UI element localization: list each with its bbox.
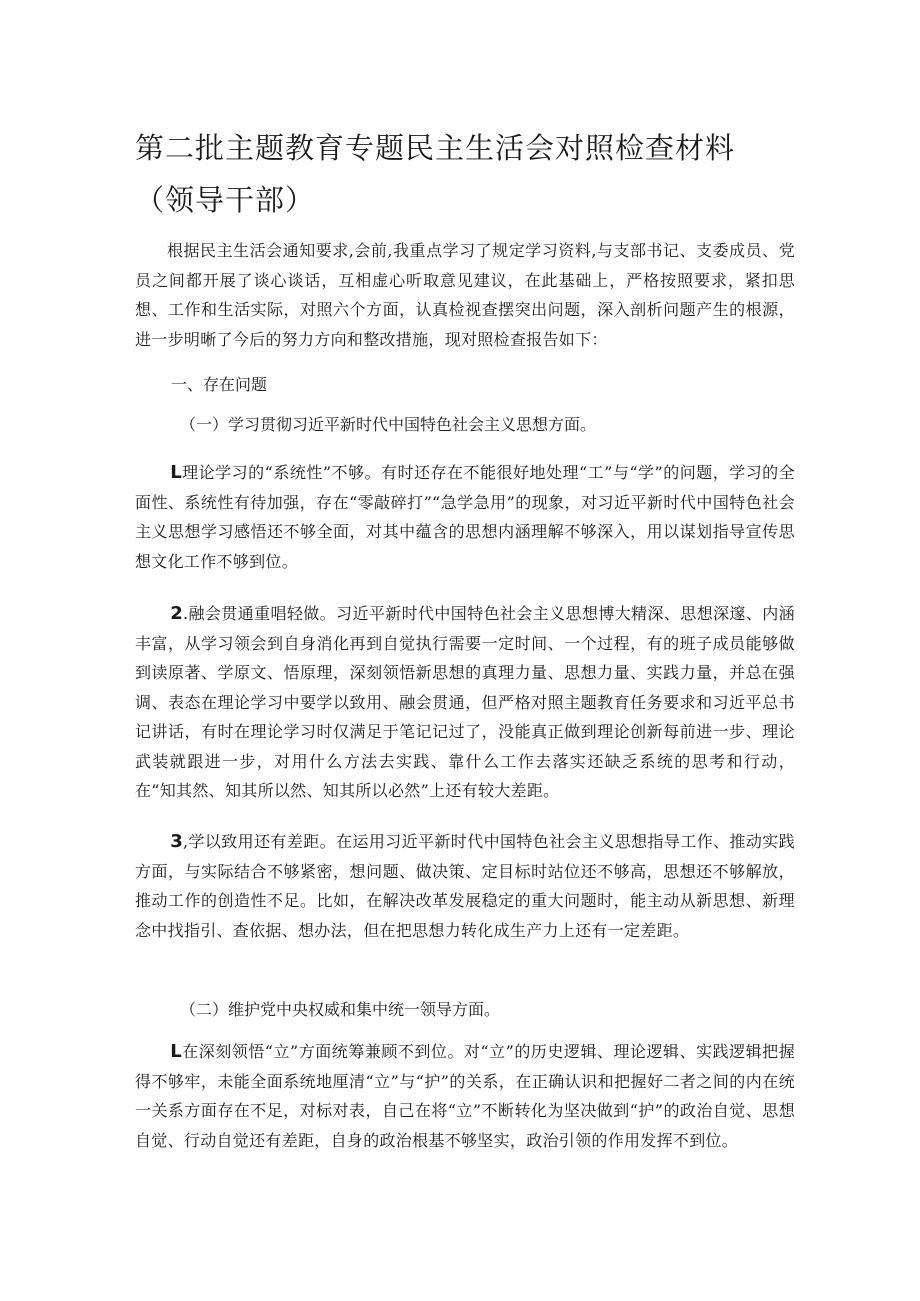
list-item <box>135 599 795 806</box>
list-item <box>135 458 795 576</box>
document-title: 第二批主题教育专题民主生活会对照检查材料（领导干部） <box>135 131 736 217</box>
item-text: 在深刻领悟“立”方面统筹兼顾不到位。对“立”的历史逻辑、理论逻辑、实践逻辑把握得不够牢，未能全面系统地厘清“立”与“护”的关系，在正确认识和把握好二者之间的内在统一关系方面存在不足，对标对表，自己在将“立”不断转化为坚决做到“护”的政治自觉、思想自觉、行动自觉还有差距，自身的政治根基不够坚实，政治引领的作用发挥不到位。 <box>135 1042 795 1150</box>
item-number: L <box>170 1041 182 1062</box>
intro-paragraph: 根据民主生活会通知要求,会前,我重点学习了规定学习资料,与支部书记、支委成员、党员之间都开展了谈心谈话，互相虚心听取意见建议，在此基础上，严格按照要求，紧扣思想、工作和生活实际，对照六个方面，认真检视查摆突出问题，深入剖析问题产生的根源，进一步明晰了今后的努力方向和整改措施，现对照检查报告如下： <box>135 241 795 349</box>
item-number: 2 <box>170 603 184 624</box>
list-item <box>135 1037 795 1155</box>
subsection-heading-study: （一）学习贯彻习近平新时代中国特色社会主义思想方面。 <box>180 415 597 434</box>
item-number: L <box>170 462 182 483</box>
item-text: .融会贯通重唱轻做。习近平新时代中国特色社会主义思想博大精深、思想深邃、内涵丰富，从学习领会到自身消化再到自觉执行需要一定时间、一个过程，有的班子成员能够做到读原著、学原文、悟原理，深刻领悟新思想的真理力量、思想力量、实践力量，并总在强调、表态在理论学习中要学以致用、融会贯通，但严格对照主题教育任务要求和习近平总书记讲话，有时在理论学习时仅满足于笔记记过了，没能真正做到理论创新每前进一步、理论武装就跟进一步，对用什么方法去实践、靠什么工作去落实还缺乏系统的思考和行动，在“知其然、知其所以然、知其所以必然”上还有较大差距。 <box>135 604 795 800</box>
subsection-heading-authority: （二）维护党中央权威和集中统一领导方面。 <box>180 1000 501 1019</box>
list-item <box>135 827 795 945</box>
section-heading-problems: 一、存在问题 <box>171 375 268 394</box>
item-number: 3 <box>170 831 184 852</box>
item-text: ,学以致用还有差距。在运用习近平新时代中国特色社会主义思想指导工作、推动实践方面，与实际结合不够紧密，想问题、做决策、定目标时站位还不够高，思想还不够解放，推动工作的创造性不足。比如，在解决改革发展稳定的重大问题时，能主动从新思想、新理念中找指引、查依据、想办法，但在把思想力转化成生产力上还有一定差距。 <box>135 832 795 940</box>
item-text: 理论学习的“系统性”不够。有时还存在不能很好地处理“工”与“学”的问题，学习的全面性、系统性有待加强，存在“零敲碎打”“急学急用”的现象，对习近平新时代中国特色社会主义思想学习感悟还不够全面，对其中蕴含的思想内涵理解不够深入，用以谋划指导宣传思想文化工作不够到位。 <box>135 463 795 571</box>
